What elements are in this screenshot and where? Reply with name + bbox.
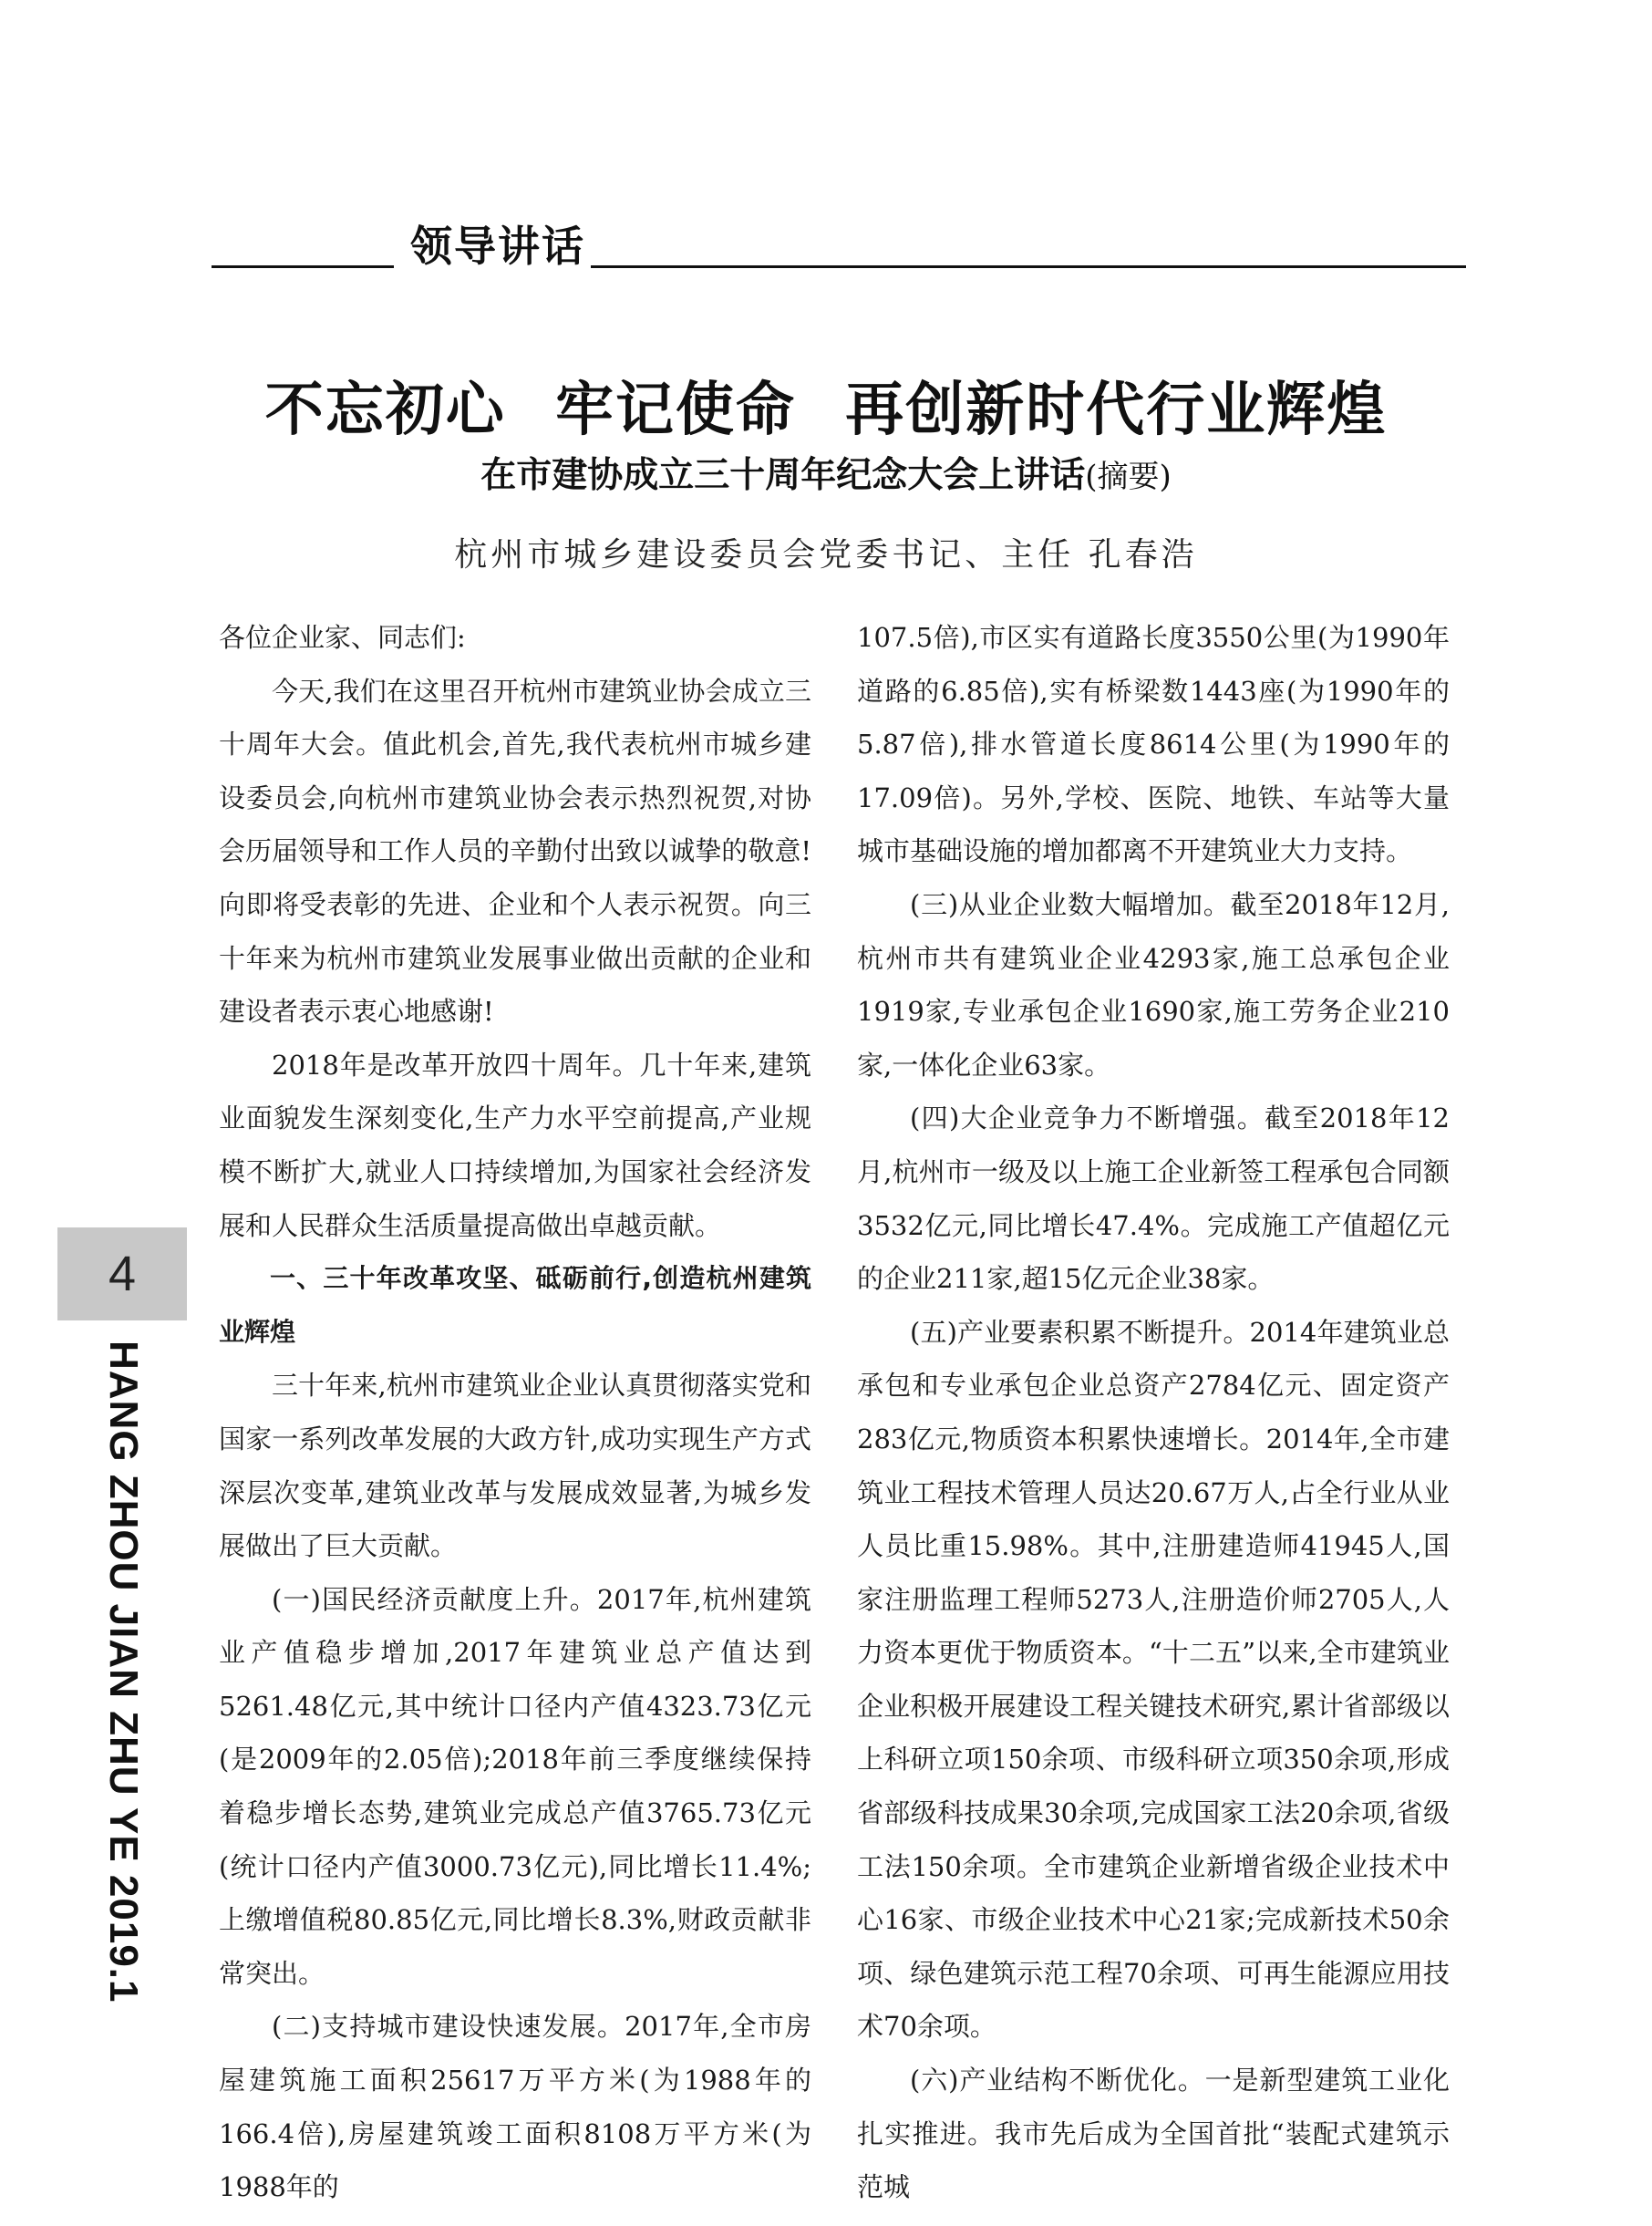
paragraph: 2018年是改革开放四十周年。几十年来,建筑业面貌发生深刻变化,生产力水平空前提高,产业规模不断扩大,就业人口持续增加,为国家社会经济发展和人民群众生活质量提高做出卓越贡献。 — [219, 1049, 811, 1241]
right-column — [857, 611, 1450, 2203]
salutation: 各位企业家、同志们: — [219, 622, 466, 653]
column-tag-label: 领导讲话 — [405, 213, 591, 274]
article-author: 杭州市城乡建设委员会党委书记、主任 孔春浩 — [454, 536, 1198, 574]
paragraph: (二)支持城市建设快速发展。2017年,全市房屋建筑施工面积25617万平方米(为1988年的166.4倍),房屋建筑竣工面积8108万平方米(为1988年的 — [219, 2011, 811, 2203]
section-heading: 一、三十年改革攻坚、砥砺前行,创造杭州建筑业辉煌 — [219, 1263, 811, 1347]
article-title: 不忘初心 牢记使命 再创新时代行业辉煌 — [264, 376, 1388, 444]
paragraph: (一)国民经济贡献度上升。2017年,杭州建筑业产值稳步增加,2017年建筑业总产值达到5261.48亿元,其中统计口径内产值4323.73亿元(是2009年的2.05倍);2018年前三季度继续保持着稳步增长态势,建筑业完成总产值3765.73亿元(统计口径内产值3000.73亿元),同比增长11.4%;上缴增值税80.85亿元,同比增长8.3%,财政贡献非常突出。 — [219, 1583, 811, 1989]
page-number-box — [57, 1227, 187, 1320]
paragraph: 107.5倍),市区实有道路长度3550公里(为1990年道路的6.85倍),实有桥梁数1443座(为1990年的5.87倍),排水管道长度8614公里(为1990年的17.09倍)。另外,学校、医院、地铁、车站等大量城市基础设施的增加都离不开建筑业大力支持。 — [857, 622, 1450, 867]
left-column — [219, 611, 811, 2203]
article-subtitle-text: 在市建协成立三十周年纪念大会上讲话 — [480, 455, 1086, 496]
page-number: 4 — [108, 1247, 137, 1301]
article-subtitle — [0, 447, 1652, 498]
column-rule-left — [212, 265, 394, 268]
column-rule-right — [591, 265, 1466, 268]
journal-vertical-text: HANG ZHOU JIAN ZHU YE 2019.1 — [101, 1341, 146, 2003]
paragraph: (六)产业结构不断优化。一是新型建筑工业化扎实推进。我市先后成为全国首批“装配式建筑示范城 — [857, 2065, 1450, 2203]
paragraph: (三)从业企业数大幅增加。截至2018年12月,杭州市共有建筑业企业4293家,施工总承包企业1919家,专业承包企业1690家,施工劳务企业210家,一体化企业63家。 — [857, 888, 1450, 1081]
article-subtitle-note: (摘要) — [1085, 459, 1172, 495]
paragraph: (五)产业要素积累不断提升。2014年建筑业总承包和专业承包企业总资产2784亿元、固定资产283亿元,物质资本积累快速增长。2014年,全市建筑业工程技术管理人员达20.67万人,占全行业从业人员比重15.98%。其中,注册建造师41945人,国家注册监理工程师5273人,注册造价师2705人,人力资本更优于物质资本。“十二五”以来,全市建筑业企业积极开展建设工程关键技术研究,累计省部级以上科研立项150余项、市级科研立项350余项,形成省部级科技成果30余项,完成国家工法20余项,省级工法150余项。全市建筑企业新增省级企业技术中心16家、市级企业技术中心21家;完成新技术50余项、绿色建筑示范工程70余项、可再生能源应用技术70余项。 — [857, 1316, 1450, 2043]
paragraph: (四)大企业竞争力不断增强。截至2018年12月,杭州市一级及以上施工企业新签工程承包合同额3532亿元,同比增长47.4%。完成施工产值超亿元的企业211家,超15亿元企业38家。 — [857, 1103, 1450, 1295]
paragraph: 今天,我们在这里召开杭州市建筑业协会成立三十周年大会。值此机会,首先,我代表杭州市城乡建设委员会,向杭州市建筑业协会表示热烈祝贺,对协会历届领导和工作人员的辛勤付出致以诚挚的敬意!向即将受表彰的先进、企业和个人表示祝贺。向三十年来为杭州市建筑业发展事业做出贡献的企业和建设者表示衷心地感谢! — [219, 675, 811, 1028]
paragraph: 三十年来,杭州市建筑业企业认真贯彻落实党和国家一系列改革发展的大政方针,成功实现生产方式深层次变革,建筑业改革与发展成效显著,为城乡发展做出了巨大贡献。 — [219, 1370, 811, 1562]
column-tag — [212, 215, 1466, 270]
